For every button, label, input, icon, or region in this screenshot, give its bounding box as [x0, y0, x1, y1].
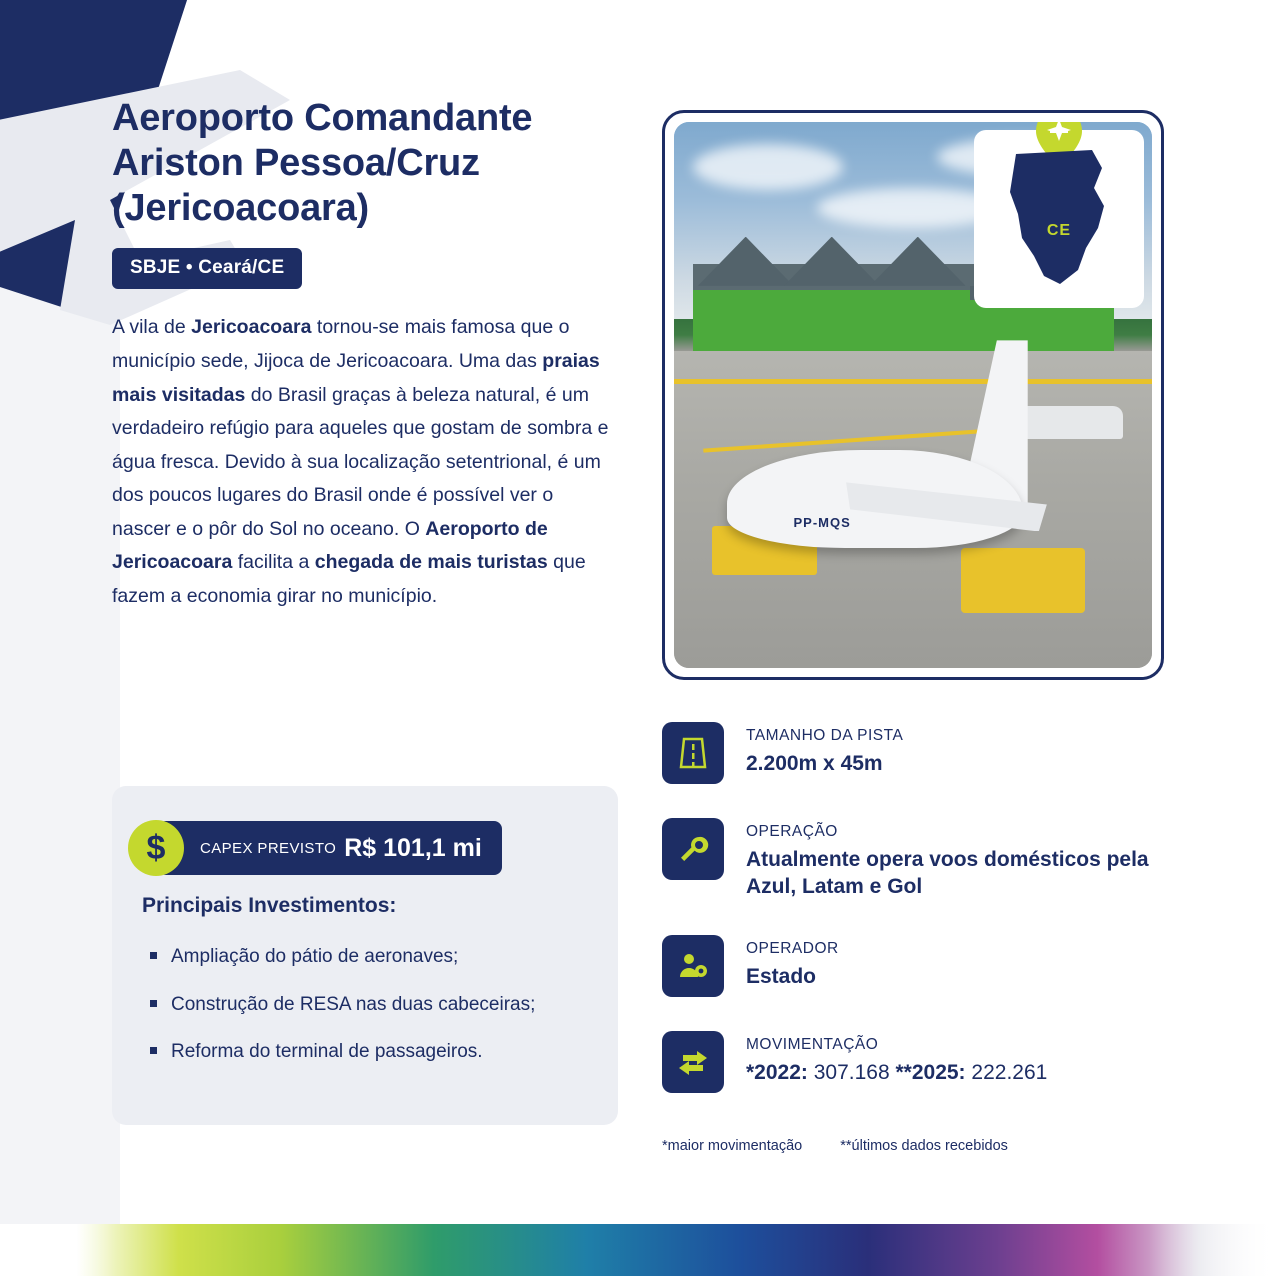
footnote-1: *maior movimentação	[662, 1138, 803, 1154]
bullet-square	[150, 952, 157, 959]
state-map-card	[974, 130, 1144, 308]
airport-photo-frame	[662, 110, 1164, 680]
fact-value: Estado	[746, 964, 817, 988]
capex-value: R$ 101,1 mi	[344, 833, 482, 862]
fact-label: OPERADOR	[746, 939, 839, 957]
fact-label: OPERAÇÃO	[746, 823, 838, 840]
list-item-label: Reforma do terminal de passageiros.	[171, 1041, 483, 1063]
runway-icon	[662, 722, 724, 784]
left-column	[112, 96, 622, 613]
arrows-icon	[662, 1031, 724, 1093]
cloud	[693, 144, 843, 190]
fact-value: *2022: 307.168 **2025: 222.261	[746, 1060, 1048, 1084]
investments-list	[142, 944, 588, 1065]
fact-value: Atualmente opera voos domésticos pela Azul, Latam e Gol	[746, 848, 1149, 899]
bottom-bar-fade	[0, 1224, 1276, 1276]
fact-label: TAMANHO DA PISTA	[746, 727, 904, 744]
fact-value: 2.200m x 45m	[746, 752, 883, 775]
fact-label: MOVIMENTAÇÃO	[746, 1035, 879, 1053]
ceara-state-shape	[974, 130, 1144, 308]
state-code-label: CE	[1046, 222, 1072, 239]
airport-photo	[674, 122, 1152, 668]
apron-marking	[961, 548, 1085, 614]
wrench-icon	[662, 818, 724, 880]
list-item-label: Ampliação do pátio de aeronaves;	[171, 946, 459, 967]
fact-operator	[662, 935, 1182, 997]
fact-text	[746, 818, 1182, 901]
capex-pill	[158, 821, 502, 875]
fact-operation	[662, 818, 1182, 901]
investments-heading: Principais Investimentos:	[142, 894, 397, 917]
footnote-2: **últimos dados recebidos	[840, 1138, 1008, 1154]
fact-text	[746, 935, 839, 990]
taxi-line	[674, 379, 1152, 384]
airport-code-badge: SBJE • Ceará/CE	[112, 248, 302, 289]
fact-text	[746, 1031, 1047, 1086]
list-item	[142, 992, 588, 1018]
aircraft-registration: PP-MQS	[793, 515, 851, 531]
capex-banner	[128, 820, 502, 876]
fact-movement	[662, 1031, 1182, 1093]
bullet-square	[150, 1047, 157, 1054]
list-item	[142, 944, 588, 970]
dollar-icon: $	[128, 820, 184, 876]
footnotes	[662, 1138, 1042, 1154]
airport-description: A vila de Jericoacoara tornou-se mais famosa que o município sede, Jijoca de Jericoacoara. Uma das praias mais visitadas do Brasil graças à beleza natural, é um verdadeiro refúgio para aqueles que gostam de sombra e água fresca. Devido à sua localização setentrional, é um dos poucos lugares do Brasil onde é possível ver o nascer e o pôr do Sol no oceano. O Aeroporto de Jericoacoara facilita a chegada de mais turistas que fazem a economia girar no município.	[112, 316, 609, 607]
page-title: Aeroporto Comandante Ariston Pessoa/Cruz (Jericoacoara)	[112, 97, 533, 229]
list-item	[142, 1039, 588, 1065]
airport-facts-list	[662, 722, 1182, 1127]
bullet-square	[150, 1000, 157, 1007]
operator-icon	[662, 935, 724, 997]
parked-aircraft	[1018, 406, 1123, 439]
capex-label: CAPEX PREVISTO	[200, 839, 337, 857]
fact-text	[746, 722, 903, 777]
fact-runway	[662, 722, 1182, 784]
list-item-label: Construção de RESA nas duas cabeceiras;	[171, 993, 536, 1015]
